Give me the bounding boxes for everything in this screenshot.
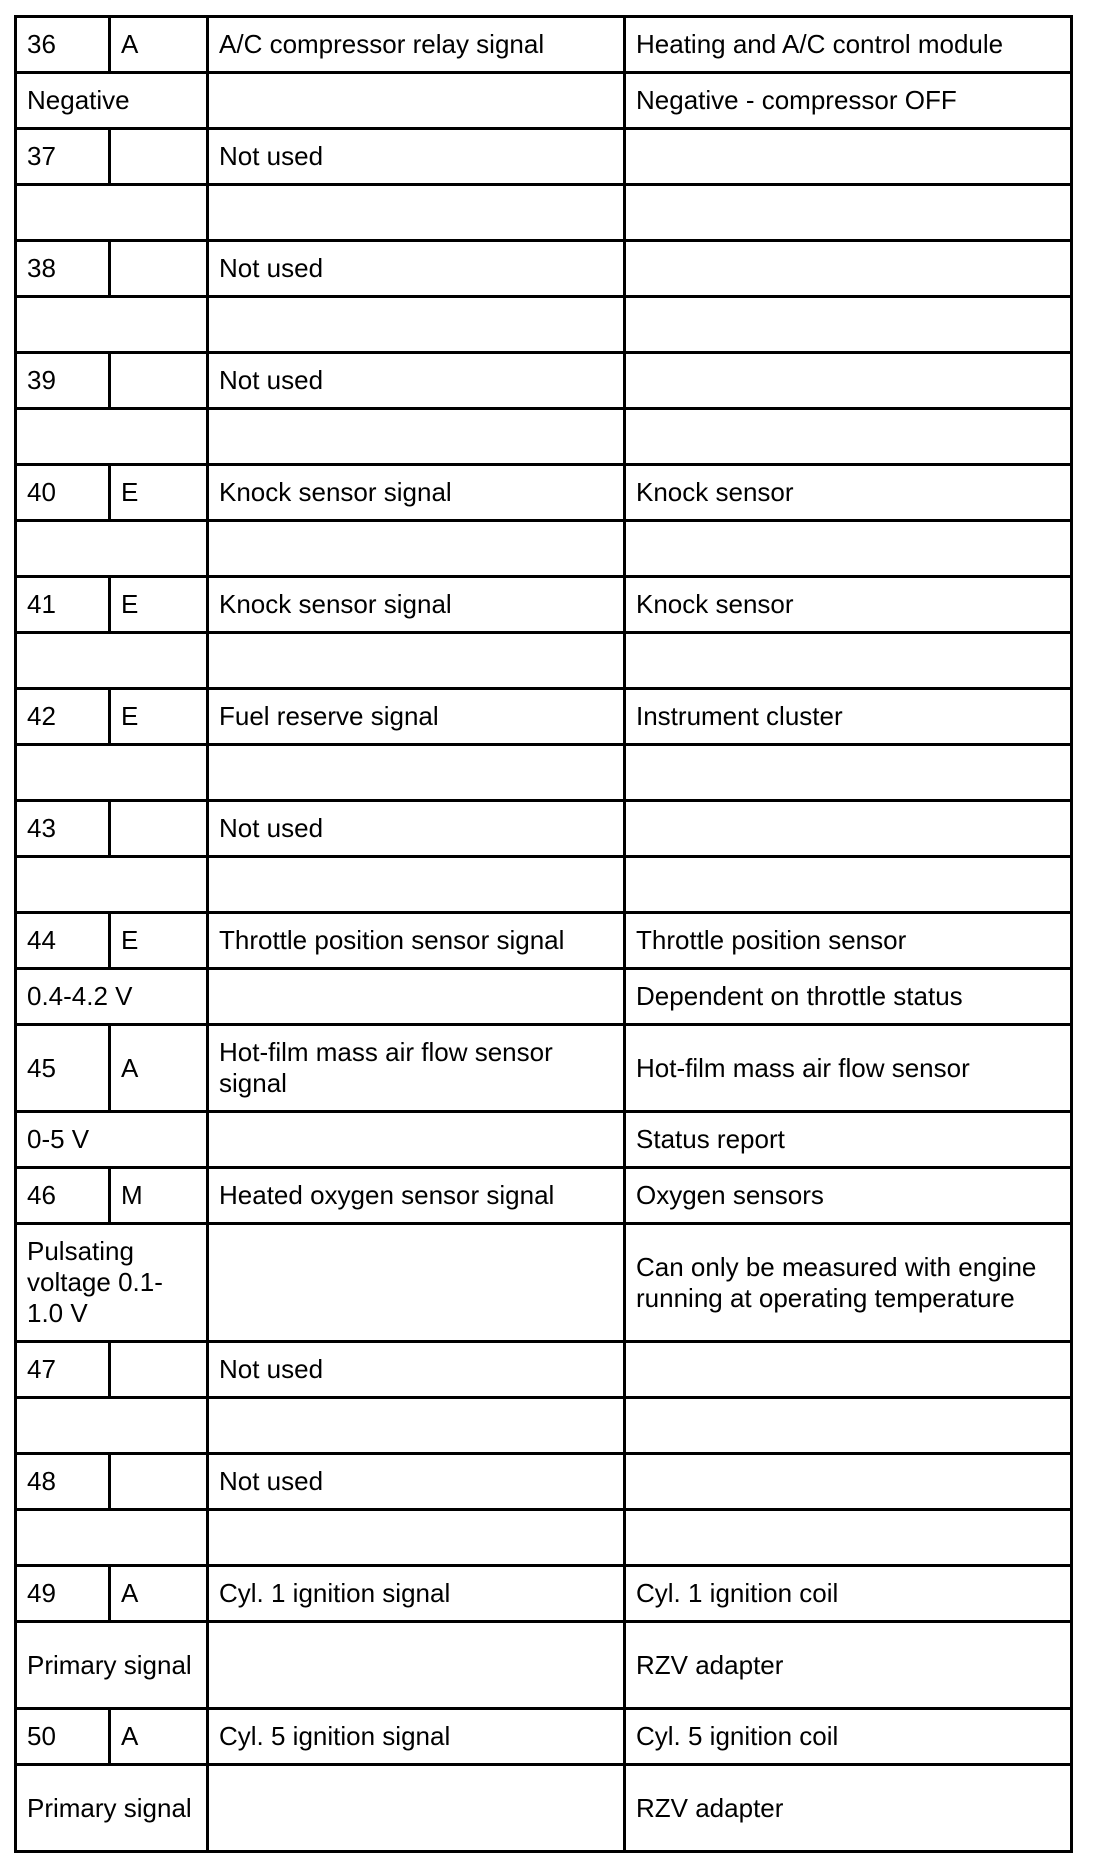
table-row [16,689,1072,745]
pin-number: 39 [16,353,110,409]
destination: Heating and A/C control module [625,17,1072,73]
test-value: Pulsating voltage 0.1-1.0 V [16,1224,208,1342]
destination [625,1342,1072,1398]
pin-number: 38 [16,241,110,297]
empty-cell [208,633,625,689]
signal-name: Not used [208,1342,625,1398]
destination [625,241,1072,297]
test-value: Negative [16,73,208,129]
destination [625,801,1072,857]
table-row [16,1454,1072,1510]
pin-number: 47 [16,1342,110,1398]
signal-type [110,353,208,409]
table-row [16,577,1072,633]
test-note: Dependent on throttle status [625,969,1072,1025]
destination: Hot-film mass air flow sensor [625,1025,1072,1112]
pin-number: 49 [16,1566,110,1622]
empty-cell [208,1224,625,1342]
signal-type [110,1342,208,1398]
table-row [16,521,1072,577]
table-row [16,1622,1072,1709]
test-note [625,745,1072,801]
test-note: Can only be measured with engine running at operating temperature [625,1224,1072,1342]
table-row [16,633,1072,689]
table-row [16,1112,1072,1168]
pin-number: 45 [16,1025,110,1112]
signal-type: M [110,1168,208,1224]
empty-cell [208,1765,625,1852]
test-value [16,409,208,465]
test-note [625,521,1072,577]
test-value: 0.4-4.2 V [16,969,208,1025]
signal-name: Not used [208,801,625,857]
destination: Cyl. 1 ignition coil [625,1566,1072,1622]
test-value [16,633,208,689]
test-note [625,633,1072,689]
signal-type: A [110,1566,208,1622]
table-row [16,241,1072,297]
pin-number: 42 [16,689,110,745]
empty-cell [208,969,625,1025]
signal-name: Hot-film mass air flow sensor signal [208,1025,625,1112]
destination [625,1454,1072,1510]
destination: Knock sensor [625,465,1072,521]
empty-cell [208,409,625,465]
table-row [16,465,1072,521]
table-row [16,129,1072,185]
signal-name: Not used [208,353,625,409]
test-value [16,521,208,577]
test-value [16,857,208,913]
test-note: Status report [625,1112,1072,1168]
destination: Knock sensor [625,577,1072,633]
signal-type [110,129,208,185]
empty-cell [208,297,625,353]
destination: Oxygen sensors [625,1168,1072,1224]
test-value [16,185,208,241]
table-row [16,1224,1072,1342]
destination: Cyl. 5 ignition coil [625,1709,1072,1765]
empty-cell [208,857,625,913]
signal-type: A [110,1709,208,1765]
table-row [16,801,1072,857]
signal-name: A/C compressor relay signal [208,17,625,73]
signal-type: A [110,1025,208,1112]
table-row [16,1510,1072,1566]
table-row [16,1566,1072,1622]
destination: Instrument cluster [625,689,1072,745]
signal-name: Knock sensor signal [208,465,625,521]
test-note [625,185,1072,241]
signal-type: E [110,577,208,633]
test-note [625,1510,1072,1566]
table-row [16,745,1072,801]
signal-type [110,1454,208,1510]
empty-cell [208,1112,625,1168]
test-note [625,857,1072,913]
table-row [16,409,1072,465]
table-row [16,73,1072,129]
pin-number: 36 [16,17,110,73]
test-value [16,745,208,801]
pin-number: 37 [16,129,110,185]
test-value [16,297,208,353]
signal-type [110,801,208,857]
pin-number: 48 [16,1454,110,1510]
destination [625,353,1072,409]
pin-number: 43 [16,801,110,857]
signal-type: E [110,465,208,521]
pin-number: 41 [16,577,110,633]
test-value: Primary signal [16,1765,208,1852]
test-note: RZV adapter [625,1765,1072,1852]
table-row [16,1765,1072,1852]
table-row [16,297,1072,353]
table-row [16,1709,1072,1765]
pin-assignment-table [14,15,1073,1853]
table-row [16,1025,1072,1112]
signal-type: A [110,17,208,73]
test-note [625,1398,1072,1454]
table-row [16,1342,1072,1398]
empty-cell [208,745,625,801]
pin-number: 40 [16,465,110,521]
signal-name: Not used [208,1454,625,1510]
pin-number: 46 [16,1168,110,1224]
empty-cell [208,1622,625,1709]
destination: Throttle position sensor [625,913,1072,969]
table-row [16,1398,1072,1454]
signal-type: E [110,689,208,745]
empty-cell [208,185,625,241]
test-note [625,297,1072,353]
test-value [16,1510,208,1566]
signal-name: Cyl. 1 ignition signal [208,1566,625,1622]
pin-assignment-sheet [14,15,1070,1853]
signal-name: Fuel reserve signal [208,689,625,745]
empty-cell [208,1398,625,1454]
empty-cell [208,521,625,577]
pin-number: 44 [16,913,110,969]
test-note [625,409,1072,465]
table-row [16,185,1072,241]
table-row [16,857,1072,913]
test-value: 0-5 V [16,1112,208,1168]
test-value [16,1398,208,1454]
empty-cell [208,1510,625,1566]
pin-number: 50 [16,1709,110,1765]
test-note: RZV adapter [625,1622,1072,1709]
table-row [16,1168,1072,1224]
table-row [16,353,1072,409]
destination [625,129,1072,185]
signal-type: E [110,913,208,969]
table-row [16,913,1072,969]
test-note: Negative - compressor OFF [625,73,1072,129]
test-value: Primary signal [16,1622,208,1709]
empty-cell [208,73,625,129]
table-row [16,969,1072,1025]
signal-name: Not used [208,241,625,297]
signal-name: Knock sensor signal [208,577,625,633]
signal-type [110,241,208,297]
signal-name: Not used [208,129,625,185]
signal-name: Cyl. 5 ignition signal [208,1709,625,1765]
signal-name: Throttle position sensor signal [208,913,625,969]
table-row [16,17,1072,73]
signal-name: Heated oxygen sensor signal [208,1168,625,1224]
